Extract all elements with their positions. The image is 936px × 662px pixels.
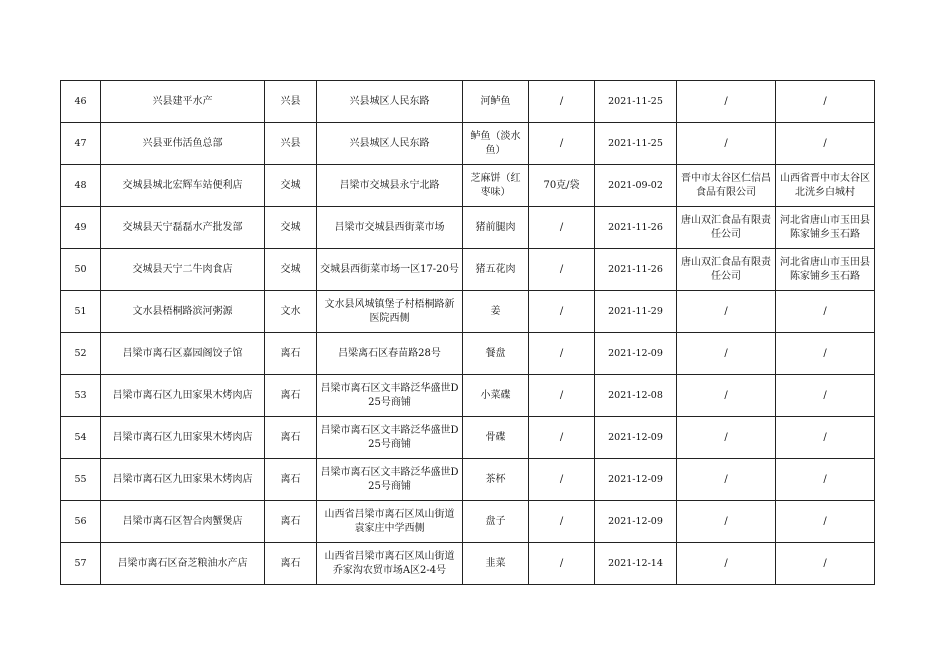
business-name-cell: 兴县建平水产 [101, 81, 265, 123]
specification-cell: / [529, 375, 595, 417]
address-cell: 吕梁市离石区文丰路泛华盛世D25号商铺 [317, 459, 463, 501]
sampling-date-cell: 2021-11-26 [595, 249, 677, 291]
manufacturer-name-cell: / [677, 543, 776, 585]
address-cell: 文水县风城镇堡子村梧桐路新医院西侧 [317, 291, 463, 333]
sampling-date-cell: 2021-11-25 [595, 81, 677, 123]
manufacturer-name-cell: / [677, 501, 776, 543]
specification-cell: / [529, 81, 595, 123]
district-cell: 兴县 [265, 81, 317, 123]
address-cell: 吕梁市交城县西街菜市场 [317, 207, 463, 249]
district-cell: 离石 [265, 375, 317, 417]
business-name-cell: 兴县亚伟活鱼总部 [101, 123, 265, 165]
sampling-date-cell: 2021-12-09 [595, 501, 677, 543]
serial-number-cell: 47 [61, 123, 101, 165]
business-name-cell: 吕梁市离石区九田家果木烤肉店 [101, 459, 265, 501]
sample-name-cell: 鲈鱼（淡水鱼） [463, 123, 529, 165]
table-row [61, 375, 875, 417]
sample-name-cell: 茶杯 [463, 459, 529, 501]
manufacturer-address-cell: / [776, 291, 875, 333]
business-name-cell: 吕梁市离石区嘉园阁饺子馆 [101, 333, 265, 375]
manufacturer-name-cell: / [677, 417, 776, 459]
district-cell: 离石 [265, 417, 317, 459]
serial-number-cell: 52 [61, 333, 101, 375]
manufacturer-name-cell: / [677, 81, 776, 123]
table-row [61, 207, 875, 249]
specification-cell: / [529, 207, 595, 249]
district-cell: 离石 [265, 543, 317, 585]
district-cell: 交城 [265, 165, 317, 207]
sampling-date-cell: 2021-11-26 [595, 207, 677, 249]
manufacturer-address-cell: / [776, 501, 875, 543]
manufacturer-address-cell: / [776, 81, 875, 123]
sample-name-cell: 猪前腿肉 [463, 207, 529, 249]
table-row [61, 165, 875, 207]
specification-cell: / [529, 123, 595, 165]
address-cell: 兴县城区人民东路 [317, 123, 463, 165]
serial-number-cell: 51 [61, 291, 101, 333]
district-cell: 交城 [265, 249, 317, 291]
manufacturer-address-cell: / [776, 459, 875, 501]
sample-name-cell: 韭菜 [463, 543, 529, 585]
serial-number-cell: 53 [61, 375, 101, 417]
manufacturer-address-cell: 山西省晋中市太谷区北洸乡白城村 [776, 165, 875, 207]
sampling-date-cell: 2021-12-08 [595, 375, 677, 417]
sample-name-cell: 餐盘 [463, 333, 529, 375]
district-cell: 兴县 [265, 123, 317, 165]
specification-cell: / [529, 417, 595, 459]
business-name-cell: 吕梁市离石区九田家果木烤肉店 [101, 375, 265, 417]
table-row [61, 459, 875, 501]
sampling-date-cell: 2021-09-02 [595, 165, 677, 207]
table-body [61, 81, 875, 585]
business-name-cell: 交城县城北宏辉车站便利店 [101, 165, 265, 207]
table-row [61, 249, 875, 291]
serial-number-cell: 54 [61, 417, 101, 459]
sampling-date-cell: 2021-12-09 [595, 417, 677, 459]
manufacturer-name-cell: / [677, 123, 776, 165]
serial-number-cell: 57 [61, 543, 101, 585]
business-name-cell: 文水县梧桐路滨河粥源 [101, 291, 265, 333]
sample-name-cell: 芝麻饼（红枣味） [463, 165, 529, 207]
sample-name-cell: 骨碟 [463, 417, 529, 459]
manufacturer-name-cell: / [677, 375, 776, 417]
manufacturer-address-cell: / [776, 123, 875, 165]
business-name-cell: 吕梁市离石区智合肉蟹煲店 [101, 501, 265, 543]
serial-number-cell: 56 [61, 501, 101, 543]
district-cell: 离石 [265, 333, 317, 375]
sample-name-cell: 河鲈鱼 [463, 81, 529, 123]
specification-cell: / [529, 291, 595, 333]
manufacturer-name-cell: 唐山双汇食品有限责任公司 [677, 249, 776, 291]
sampling-date-cell: 2021-11-29 [595, 291, 677, 333]
manufacturer-address-cell: 河北省唐山市玉田县陈家铺乡玉石路 [776, 207, 875, 249]
specification-cell: / [529, 459, 595, 501]
district-cell: 离石 [265, 459, 317, 501]
sample-name-cell: 姜 [463, 291, 529, 333]
table-row [61, 543, 875, 585]
district-cell: 离石 [265, 501, 317, 543]
address-cell: 吕梁市离石区文丰路泛华盛世D25号商铺 [317, 375, 463, 417]
address-cell: 吕梁市交城县永宁北路 [317, 165, 463, 207]
manufacturer-name-cell: 晋中市太谷区仁信昌食品有限公司 [677, 165, 776, 207]
serial-number-cell: 55 [61, 459, 101, 501]
serial-number-cell: 49 [61, 207, 101, 249]
manufacturer-name-cell: / [677, 291, 776, 333]
manufacturer-name-cell: / [677, 459, 776, 501]
manufacturer-address-cell: / [776, 333, 875, 375]
sampling-date-cell: 2021-12-14 [595, 543, 677, 585]
sample-name-cell: 猪五花肉 [463, 249, 529, 291]
address-cell: 山西省吕梁市离石区凤山街道乔家沟农贸市场A区2-4号 [317, 543, 463, 585]
address-cell: 吕梁离石区春苗路28号 [317, 333, 463, 375]
serial-number-cell: 48 [61, 165, 101, 207]
address-cell: 吕梁市离石区文丰路泛华盛世D25号商铺 [317, 417, 463, 459]
sample-name-cell: 盘子 [463, 501, 529, 543]
specification-cell: 70克/袋 [529, 165, 595, 207]
serial-number-cell: 46 [61, 81, 101, 123]
specification-cell: / [529, 501, 595, 543]
table-row [61, 81, 875, 123]
manufacturer-address-cell: / [776, 375, 875, 417]
district-cell: 交城 [265, 207, 317, 249]
specification-cell: / [529, 333, 595, 375]
business-name-cell: 吕梁市离石区奋芝粮油水产店 [101, 543, 265, 585]
serial-number-cell: 50 [61, 249, 101, 291]
sampling-results-table [60, 80, 875, 585]
address-cell: 山西省吕梁市离石区凤山街道袁家庄中学西侧 [317, 501, 463, 543]
specification-cell: / [529, 249, 595, 291]
manufacturer-name-cell: 唐山双汇食品有限责任公司 [677, 207, 776, 249]
table-row [61, 333, 875, 375]
manufacturer-name-cell: / [677, 333, 776, 375]
table-row [61, 291, 875, 333]
district-cell: 文水 [265, 291, 317, 333]
table-row [61, 123, 875, 165]
sampling-date-cell: 2021-12-09 [595, 459, 677, 501]
business-name-cell: 交城县天宁二牛肉食店 [101, 249, 265, 291]
sampling-date-cell: 2021-12-09 [595, 333, 677, 375]
sample-name-cell: 小菜碟 [463, 375, 529, 417]
sampling-date-cell: 2021-11-25 [595, 123, 677, 165]
table-row [61, 501, 875, 543]
business-name-cell: 交城县天宁磊磊水产批发部 [101, 207, 265, 249]
specification-cell: / [529, 543, 595, 585]
table-row [61, 417, 875, 459]
address-cell: 交城县西街菜市场一区17-20号 [317, 249, 463, 291]
business-name-cell: 吕梁市离石区九田家果木烤肉店 [101, 417, 265, 459]
address-cell: 兴县城区人民东路 [317, 81, 463, 123]
manufacturer-address-cell: 河北省唐山市玉田县陈家铺乡玉石路 [776, 249, 875, 291]
manufacturer-address-cell: / [776, 543, 875, 585]
manufacturer-address-cell: / [776, 417, 875, 459]
